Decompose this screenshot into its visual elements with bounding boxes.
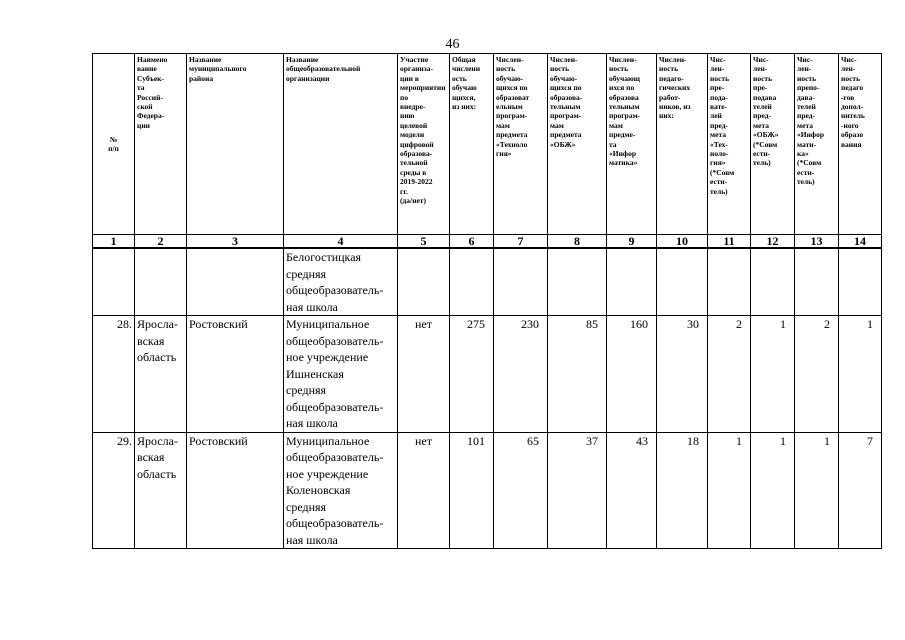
column-number: 2 [135,235,187,249]
header-cell: Числен- ность обучаю- щихся по образова- тельным програм- мам предмета «ОБЖ» [548,54,607,235]
table-row [93,432,882,549]
tech-teachers-cell: 2 [708,316,751,433]
column-number: 3 [187,235,284,249]
column-number: 9 [607,235,657,249]
obzh-teachers-cell [751,248,795,316]
table-row [93,316,882,433]
column-number: 10 [657,235,708,249]
header-cell: Чис- лен- ность пре- подава телей пред- мета «ОБЖ» (*Совм ести- тель) [751,54,795,235]
tech-students-cell [494,248,548,316]
teachers-cell: 30 [657,316,708,433]
obzh-teachers-cell: 1 [751,316,795,433]
district-cell: Ростовский [187,432,284,549]
tech-students-cell: 230 [494,316,548,433]
org-name-cell: Муниципальное общеобразователь- ное учреждение Коленовская средняя общеобразователь- ная школа [284,432,398,549]
column-number: 14 [839,235,882,249]
teachers-cell: 18 [657,432,708,549]
inform-students-cell [607,248,657,316]
region-cell [135,248,187,316]
obzh-teachers-cell: 1 [751,432,795,549]
inform-students-cell: 160 [607,316,657,433]
schools-table [92,53,882,549]
page-number: 46 [445,37,460,52]
total-students-cell: 101 [450,432,494,549]
tech-teachers-cell [708,248,751,316]
header-cell: Чис- лен- ность пре- пода- вате- лей пред- мета «Тех- ноло- гия» (*Совм ести- тель) [708,54,751,235]
header-row [93,54,882,235]
district-cell [187,248,284,316]
row-number: 29. [93,432,135,549]
row-number [93,248,135,316]
header-cell: Чис- лен- ность педаго -гов допол- нитель -ного образо вания [839,54,882,235]
participation-cell: нет [398,432,450,549]
inform-teachers-cell: 2 [795,316,839,433]
participation-cell: нет [398,316,450,433]
header-cell: № п/п [93,54,135,235]
header-cell: Числен- ность обучаю- щихся по образоват ельным програм- мам предмета «Техноло гия» [494,54,548,235]
addl-teachers-cell [839,248,882,316]
total-students-cell [450,248,494,316]
addl-teachers-cell: 1 [839,316,882,433]
column-number: 13 [795,235,839,249]
tech-teachers-cell: 1 [708,432,751,549]
column-number: 6 [450,235,494,249]
column-number: 8 [548,235,607,249]
table-row [93,248,882,316]
column-number: 1 [93,235,135,249]
header-cell: Числен- ность обучающ ихся по образова тельным програм- мам предме- та «Инфор матика» [607,54,657,235]
tech-students-cell: 65 [494,432,548,549]
region-cell: Яросла- вская область [135,432,187,549]
header-cell: Название общеобразовательной организации [284,54,398,235]
addl-teachers-cell: 7 [839,432,882,549]
teachers-cell [657,248,708,316]
column-number: 11 [708,235,751,249]
header-cell: Название муниципального района [187,54,284,235]
header-cell: Общая численн ость обучаю щихся, из них: [450,54,494,235]
obzh-students-cell: 85 [548,316,607,433]
column-number: 12 [751,235,795,249]
column-number: 5 [398,235,450,249]
column-number-row [93,235,882,249]
org-name-cell: Белогостицкая средняя общеобразователь- ная школа [284,248,398,316]
header-cell: Числен- ность педаго- гических работ- ников, из них: [657,54,708,235]
inform-teachers-cell: 1 [795,432,839,549]
column-number: 7 [494,235,548,249]
inform-students-cell: 43 [607,432,657,549]
header-cell: Участие организа- ции в мероприятии по внедре- нию целевой модели цифровой образова- тельной среды в 2019-2022 гг. (да/нет) [398,54,450,235]
obzh-students-cell: 37 [548,432,607,549]
column-number: 4 [284,235,398,249]
header-cell: Чис- лен- ность препо- дава- телей пред- мета «Инфор мати- ка» (*Совм ести- тель) [795,54,839,235]
obzh-students-cell [548,248,607,316]
inform-teachers-cell [795,248,839,316]
org-name-cell: Муниципальное общеобразователь- ное учреждение Ишненская средняя общеобразователь- ная школа [284,316,398,433]
header-cell: Наимено вание Субъек- та Россий- ской Федера- ции [135,54,187,235]
region-cell: Яросла- вская область [135,316,187,433]
district-cell: Ростовский [187,316,284,433]
row-number: 28. [93,316,135,433]
participation-cell [398,248,450,316]
total-students-cell: 275 [450,316,494,433]
